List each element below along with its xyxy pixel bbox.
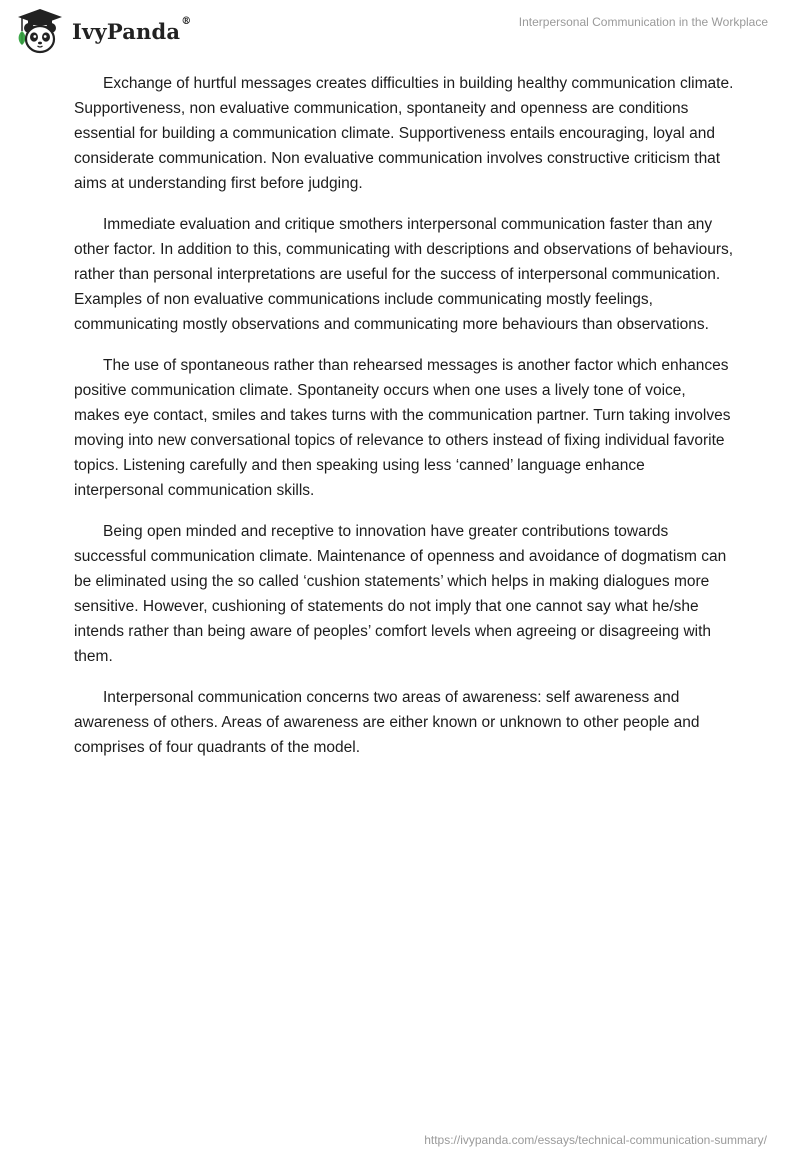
panda-graduate-icon (14, 7, 66, 55)
source-url-link[interactable]: https://ivypanda.com/essays/technical-communication-summary/ (424, 1133, 767, 1147)
paragraph: Interpersonal communication concerns two areas of awareness: self awareness and awareness of others. Areas of awareness are either known or unknown to other people and comprises of four quadrants of the model. (74, 689, 700, 756)
document-title: Interpersonal Communication in the Workplace (518, 15, 768, 29)
brand-name: IvyPanda® (72, 15, 192, 44)
page-header (0, 0, 800, 60)
registered-mark: ® (181, 15, 192, 27)
ivypanda-logo[interactable] (14, 7, 191, 55)
paragraph: The use of spontaneous rather than rehearsed messages is another factor which enhances positive communication climate. Spontaneity occurs when one uses a lively tone of voice, makes eye contact, smiles and takes turns with the communication partner. Turn taking involves moving into new conversational topics of relevance to others instead of fixing individual favorite topics. Listening carefully and then speaking using less ‘canned’ language enhance interpersonal communication skills. (74, 357, 731, 499)
paragraph: Being open minded and receptive to innovation have greater contributions towards successful communication climate. Maintenance of openness and avoidance of dogmatism can be eliminated using the so called ‘cushion statements’ which helps in making dialogues more sensitive. However, cushioning of statements do not imply that one cannot say what he/she intends rather than being aware of peoples’ comfort levels when agreeing or disagreeing with them. (74, 523, 727, 665)
paragraph: Immediate evaluation and critique smothers interpersonal communication faster than any other factor. In addition to this, communicating with descriptions and observations of behaviours, rather than personal interpretations are useful for the success of interpersonal communication. Examples of non evaluative communications include communicating mostly feelings, communicating mostly observations and communicating more behaviours than observations. (74, 216, 734, 333)
essay-body (74, 71, 734, 776)
paragraph: Exchange of hurtful messages creates difficulties in building healthy communication climate. Supportiveness, non evaluative communication, spontaneity and openness are conditions essential for building a communication climate. Supportiveness entails encouraging, loyal and considerate communication. Non evaluative communication involves constructive criticism that aims at understanding first before judging. (74, 75, 734, 192)
